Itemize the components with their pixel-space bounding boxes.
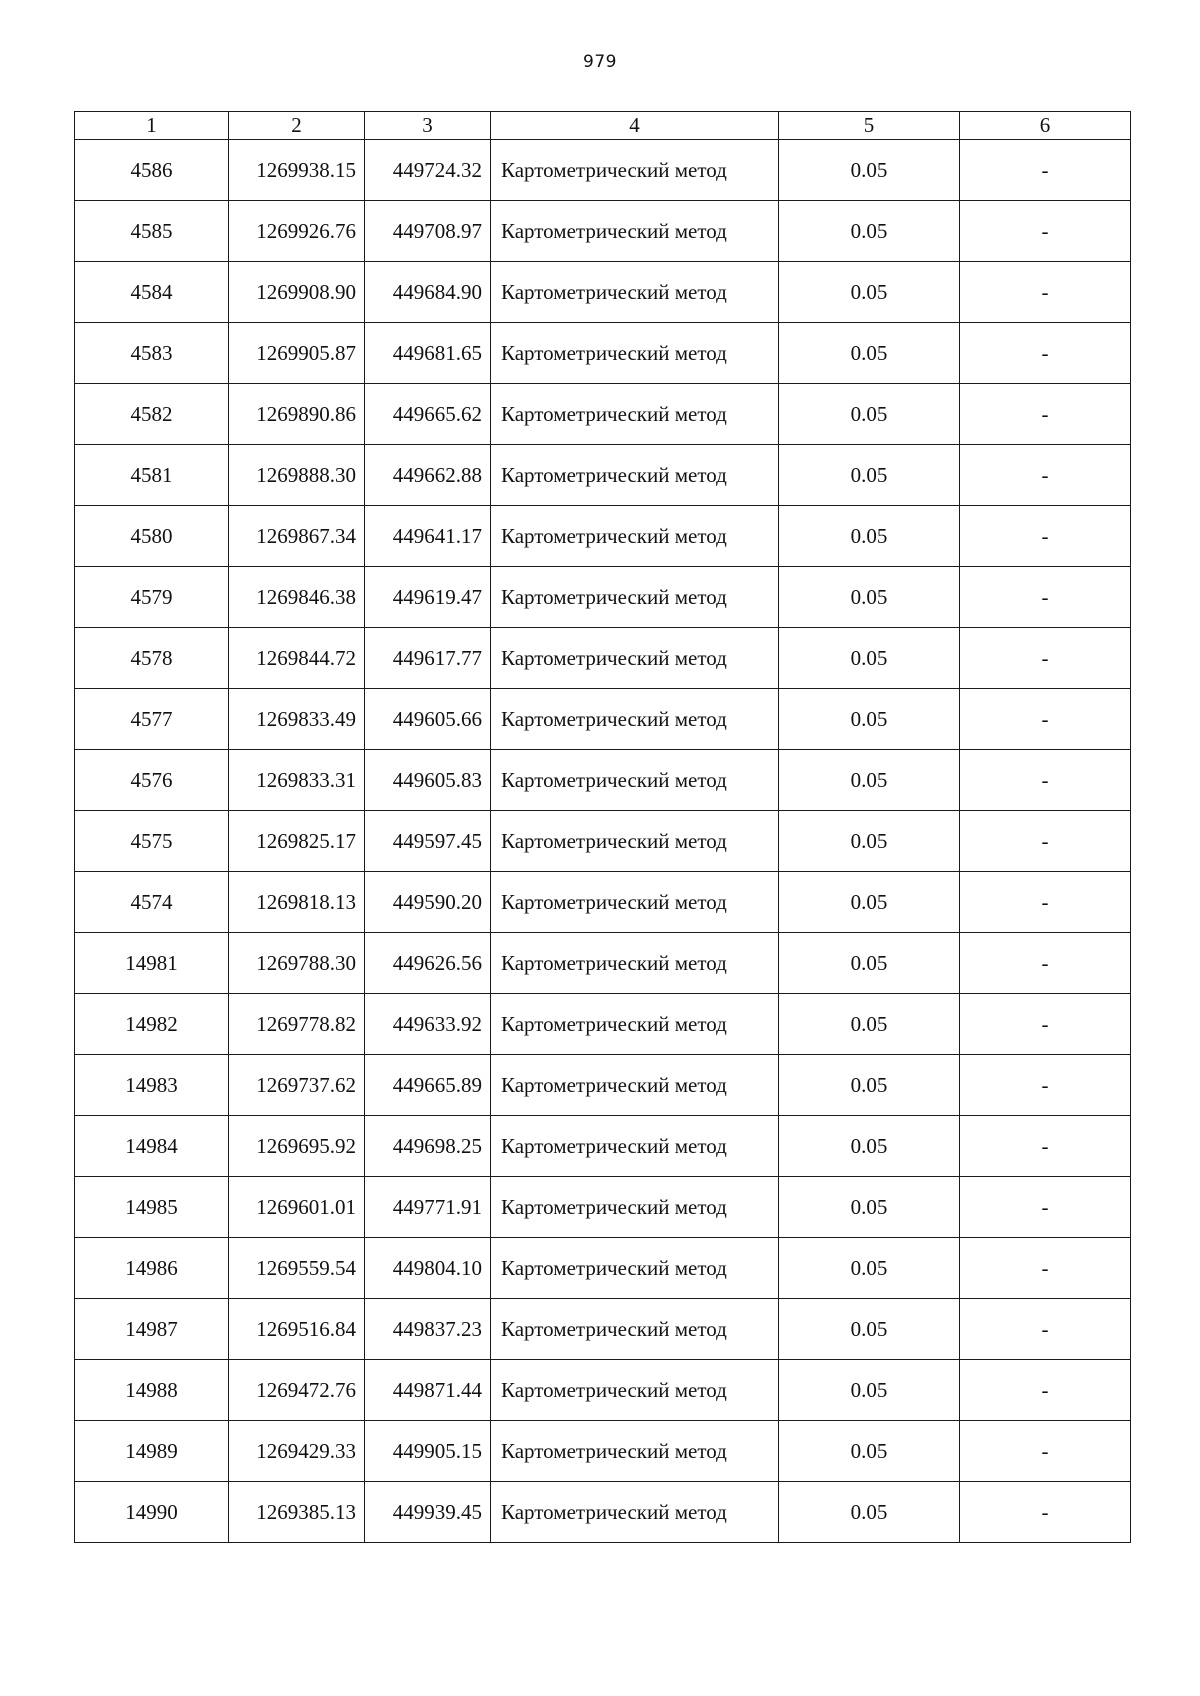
- accuracy-cell: 0.05: [779, 872, 960, 933]
- header-row: [75, 112, 1131, 140]
- x-coordinate-cell: 1269429.33: [229, 1421, 365, 1482]
- table-row: [75, 689, 1131, 750]
- note-cell: -: [960, 689, 1131, 750]
- method-cell: Картометрический метод: [491, 1299, 779, 1360]
- point-number-cell: 14982: [75, 994, 229, 1055]
- table-row: [75, 1421, 1131, 1482]
- table-row: [75, 445, 1131, 506]
- method-cell: Картометрический метод: [491, 384, 779, 445]
- accuracy-cell: 0.05: [779, 1360, 960, 1421]
- accuracy-cell: 0.05: [779, 1482, 960, 1543]
- note-cell: -: [960, 140, 1131, 201]
- note-cell: -: [960, 201, 1131, 262]
- note-cell: -: [960, 1482, 1131, 1543]
- note-cell: -: [960, 1299, 1131, 1360]
- note-cell: -: [960, 1055, 1131, 1116]
- method-cell: Картометрический метод: [491, 567, 779, 628]
- note-cell: -: [960, 1177, 1131, 1238]
- point-number-cell: 4574: [75, 872, 229, 933]
- table-row: [75, 933, 1131, 994]
- x-coordinate-cell: 1269825.17: [229, 811, 365, 872]
- note-cell: -: [960, 262, 1131, 323]
- x-coordinate-cell: 1269516.84: [229, 1299, 365, 1360]
- page-number: 979: [583, 52, 617, 72]
- y-coordinate-cell: 449708.97: [365, 201, 491, 262]
- point-number-cell: 4584: [75, 262, 229, 323]
- column-header: 1: [75, 112, 229, 140]
- note-cell: -: [960, 384, 1131, 445]
- accuracy-cell: 0.05: [779, 811, 960, 872]
- table-header: [75, 112, 1131, 140]
- point-number-cell: 4580: [75, 506, 229, 567]
- y-coordinate-cell: 449662.88: [365, 445, 491, 506]
- x-coordinate-cell: 1269844.72: [229, 628, 365, 689]
- method-cell: Картометрический метод: [491, 933, 779, 994]
- y-coordinate-cell: 449771.91: [365, 1177, 491, 1238]
- accuracy-cell: 0.05: [779, 933, 960, 994]
- x-coordinate-cell: 1269778.82: [229, 994, 365, 1055]
- table-row: [75, 1177, 1131, 1238]
- table-row: [75, 1482, 1131, 1543]
- accuracy-cell: 0.05: [779, 628, 960, 689]
- method-cell: Картометрический метод: [491, 872, 779, 933]
- accuracy-cell: 0.05: [779, 445, 960, 506]
- x-coordinate-cell: 1269833.49: [229, 689, 365, 750]
- point-number-cell: 14985: [75, 1177, 229, 1238]
- note-cell: -: [960, 1116, 1131, 1177]
- point-number-cell: 14990: [75, 1482, 229, 1543]
- y-coordinate-cell: 449698.25: [365, 1116, 491, 1177]
- accuracy-cell: 0.05: [779, 1116, 960, 1177]
- x-coordinate-cell: 1269926.76: [229, 201, 365, 262]
- note-cell: -: [960, 872, 1131, 933]
- accuracy-cell: 0.05: [779, 750, 960, 811]
- accuracy-cell: 0.05: [779, 1299, 960, 1360]
- y-coordinate-cell: 449619.47: [365, 567, 491, 628]
- accuracy-cell: 0.05: [779, 567, 960, 628]
- table-row: [75, 384, 1131, 445]
- y-coordinate-cell: 449684.90: [365, 262, 491, 323]
- accuracy-cell: 0.05: [779, 689, 960, 750]
- table-row: [75, 872, 1131, 933]
- y-coordinate-cell: 449665.62: [365, 384, 491, 445]
- coordinates-table: [74, 111, 1131, 1543]
- x-coordinate-cell: 1269905.87: [229, 323, 365, 384]
- method-cell: Картометрический метод: [491, 1238, 779, 1299]
- table-row: [75, 1238, 1131, 1299]
- note-cell: -: [960, 994, 1131, 1055]
- method-cell: Картометрический метод: [491, 445, 779, 506]
- y-coordinate-cell: 449605.83: [365, 750, 491, 811]
- note-cell: -: [960, 567, 1131, 628]
- y-coordinate-cell: 449665.89: [365, 1055, 491, 1116]
- note-cell: -: [960, 445, 1131, 506]
- note-cell: -: [960, 750, 1131, 811]
- x-coordinate-cell: 1269833.31: [229, 750, 365, 811]
- table-row: [75, 262, 1131, 323]
- table-row: [75, 506, 1131, 567]
- accuracy-cell: 0.05: [779, 140, 960, 201]
- accuracy-cell: 0.05: [779, 384, 960, 445]
- x-coordinate-cell: 1269818.13: [229, 872, 365, 933]
- accuracy-cell: 0.05: [779, 506, 960, 567]
- note-cell: -: [960, 628, 1131, 689]
- y-coordinate-cell: 449724.32: [365, 140, 491, 201]
- point-number-cell: 4583: [75, 323, 229, 384]
- method-cell: Картометрический метод: [491, 323, 779, 384]
- column-header: 3: [365, 112, 491, 140]
- point-number-cell: 4586: [75, 140, 229, 201]
- x-coordinate-cell: 1269890.86: [229, 384, 365, 445]
- x-coordinate-cell: 1269385.13: [229, 1482, 365, 1543]
- point-number-cell: 4582: [75, 384, 229, 445]
- method-cell: Картометрический метод: [491, 750, 779, 811]
- point-number-cell: 14981: [75, 933, 229, 994]
- point-number-cell: 14983: [75, 1055, 229, 1116]
- point-number-cell: 4576: [75, 750, 229, 811]
- point-number-cell: 4577: [75, 689, 229, 750]
- method-cell: Картометрический метод: [491, 811, 779, 872]
- method-cell: Картометрический метод: [491, 140, 779, 201]
- y-coordinate-cell: 449590.20: [365, 872, 491, 933]
- accuracy-cell: 0.05: [779, 323, 960, 384]
- point-number-cell: 14987: [75, 1299, 229, 1360]
- x-coordinate-cell: 1269938.15: [229, 140, 365, 201]
- accuracy-cell: 0.05: [779, 994, 960, 1055]
- x-coordinate-cell: 1269888.30: [229, 445, 365, 506]
- table-row: [75, 1116, 1131, 1177]
- y-coordinate-cell: 449626.56: [365, 933, 491, 994]
- method-cell: Картометрический метод: [491, 628, 779, 689]
- method-cell: Картометрический метод: [491, 994, 779, 1055]
- method-cell: Картометрический метод: [491, 1055, 779, 1116]
- table-row: [75, 994, 1131, 1055]
- point-number-cell: 14986: [75, 1238, 229, 1299]
- column-header: 2: [229, 112, 365, 140]
- table-row: [75, 628, 1131, 689]
- point-number-cell: 4575: [75, 811, 229, 872]
- x-coordinate-cell: 1269846.38: [229, 567, 365, 628]
- y-coordinate-cell: 449837.23: [365, 1299, 491, 1360]
- y-coordinate-cell: 449871.44: [365, 1360, 491, 1421]
- table-body: [75, 140, 1131, 1543]
- x-coordinate-cell: 1269472.76: [229, 1360, 365, 1421]
- note-cell: -: [960, 1421, 1131, 1482]
- method-cell: Картометрический метод: [491, 1177, 779, 1238]
- table-row: [75, 1055, 1131, 1116]
- y-coordinate-cell: 449605.66: [365, 689, 491, 750]
- point-number-cell: 4579: [75, 567, 229, 628]
- method-cell: Картометрический метод: [491, 1116, 779, 1177]
- method-cell: Картометрический метод: [491, 1360, 779, 1421]
- y-coordinate-cell: 449939.45: [365, 1482, 491, 1543]
- column-header: 6: [960, 112, 1131, 140]
- table-row: [75, 1360, 1131, 1421]
- method-cell: Картометрический метод: [491, 689, 779, 750]
- point-number-cell: 14984: [75, 1116, 229, 1177]
- point-number-cell: 14989: [75, 1421, 229, 1482]
- note-cell: -: [960, 933, 1131, 994]
- note-cell: -: [960, 1238, 1131, 1299]
- y-coordinate-cell: 449597.45: [365, 811, 491, 872]
- method-cell: Картометрический метод: [491, 1482, 779, 1543]
- accuracy-cell: 0.05: [779, 1421, 960, 1482]
- table-row: [75, 750, 1131, 811]
- note-cell: -: [960, 811, 1131, 872]
- x-coordinate-cell: 1269788.30: [229, 933, 365, 994]
- x-coordinate-cell: 1269908.90: [229, 262, 365, 323]
- x-coordinate-cell: 1269867.34: [229, 506, 365, 567]
- x-coordinate-cell: 1269737.62: [229, 1055, 365, 1116]
- accuracy-cell: 0.05: [779, 1055, 960, 1116]
- note-cell: -: [960, 506, 1131, 567]
- accuracy-cell: 0.05: [779, 201, 960, 262]
- table-row: [75, 140, 1131, 201]
- point-number-cell: 4578: [75, 628, 229, 689]
- y-coordinate-cell: 449804.10: [365, 1238, 491, 1299]
- table-row: [75, 1299, 1131, 1360]
- table-row: [75, 201, 1131, 262]
- x-coordinate-cell: 1269695.92: [229, 1116, 365, 1177]
- point-number-cell: 14988: [75, 1360, 229, 1421]
- accuracy-cell: 0.05: [779, 262, 960, 323]
- method-cell: Картометрический метод: [491, 262, 779, 323]
- method-cell: Картометрический метод: [491, 201, 779, 262]
- point-number-cell: 4581: [75, 445, 229, 506]
- table-row: [75, 811, 1131, 872]
- y-coordinate-cell: 449905.15: [365, 1421, 491, 1482]
- column-header: 5: [779, 112, 960, 140]
- accuracy-cell: 0.05: [779, 1177, 960, 1238]
- point-number-cell: 4585: [75, 201, 229, 262]
- method-cell: Картометрический метод: [491, 1421, 779, 1482]
- table-row: [75, 323, 1131, 384]
- column-header: 4: [491, 112, 779, 140]
- x-coordinate-cell: 1269601.01: [229, 1177, 365, 1238]
- note-cell: -: [960, 1360, 1131, 1421]
- x-coordinate-cell: 1269559.54: [229, 1238, 365, 1299]
- table-row: [75, 567, 1131, 628]
- y-coordinate-cell: 449617.77: [365, 628, 491, 689]
- note-cell: -: [960, 323, 1131, 384]
- y-coordinate-cell: 449681.65: [365, 323, 491, 384]
- accuracy-cell: 0.05: [779, 1238, 960, 1299]
- y-coordinate-cell: 449641.17: [365, 506, 491, 567]
- y-coordinate-cell: 449633.92: [365, 994, 491, 1055]
- method-cell: Картометрический метод: [491, 506, 779, 567]
